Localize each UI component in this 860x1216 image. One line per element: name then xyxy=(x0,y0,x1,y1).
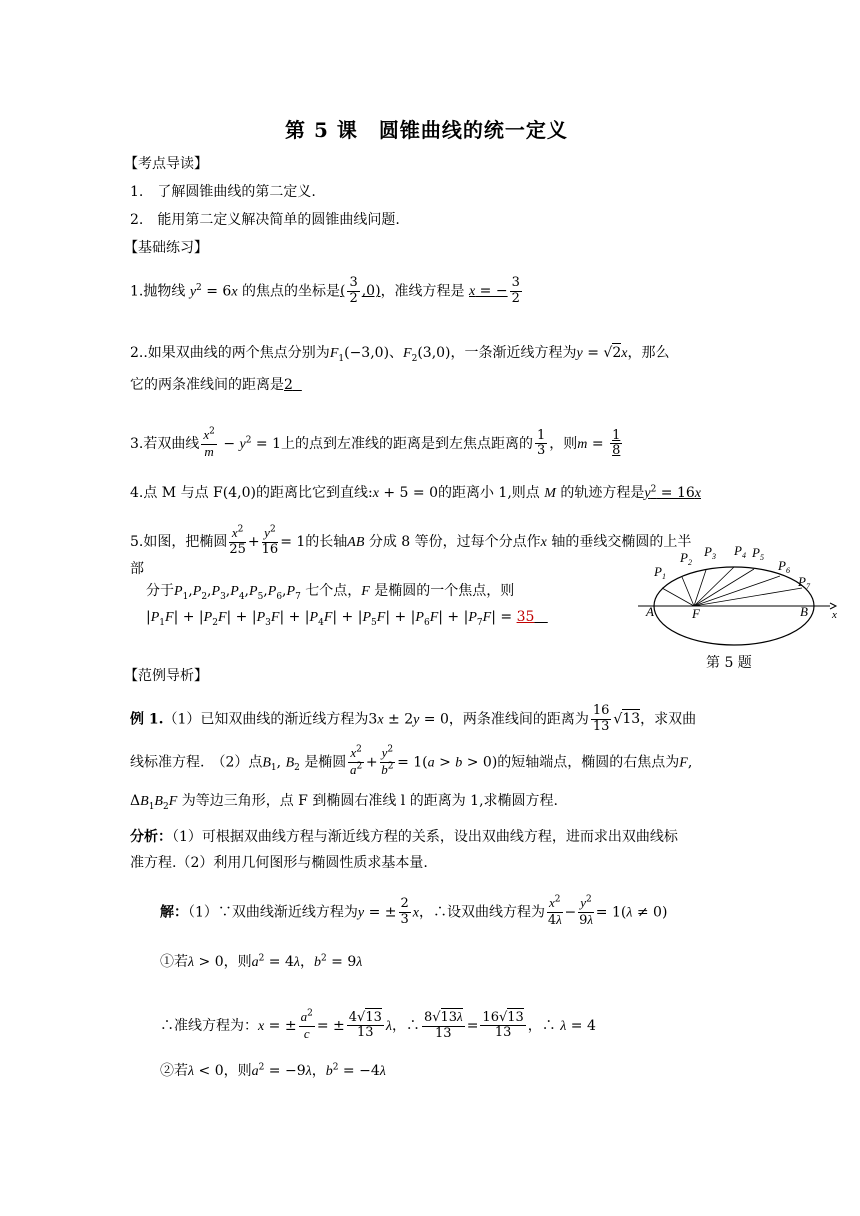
q2-answer: 2 xyxy=(284,377,293,393)
q4-text-b: 的距离比它到直线: xyxy=(255,485,373,501)
ex1-text-a: （1）已知双曲线的渐近线方程为 xyxy=(163,711,369,728)
question-1: 1.抛物线 $y^2 = 6x$ 的焦点的坐标是( $\frac{3}{2}$ ,0)，准线方程是 x = − $\frac{3}{2}$ xyxy=(130,275,520,306)
q3-prefix: 3.若双曲线 xyxy=(130,435,200,452)
ex1-text-b: ，两条准线间的距离为 xyxy=(448,711,589,728)
question-5-line1: 5.如图，把椭圆 $\frac{x^2}{25}$ + $\frac{y^2}{16}$ = 1的长轴AB 分成 8 等份，过每个分点作x 轴的垂线交椭圆的上半 xyxy=(130,524,692,557)
kaodian-item-1: 1. 了解圆锥曲线的第二定义. xyxy=(130,184,316,200)
q1-mid2: ，准线方程是 xyxy=(380,283,465,300)
q5-answer: 35 xyxy=(516,609,535,625)
solution-text-b: ，∴设双曲线方程为 xyxy=(419,904,546,921)
analysis-line2: 准方程.（2）利用几何图形与椭圆性质求基本量. xyxy=(130,855,428,871)
label-B: B xyxy=(800,604,808,619)
q5-text-a: 5.如图，把椭圆 xyxy=(130,533,228,550)
label-A: A xyxy=(646,604,654,619)
label-F: F xyxy=(692,606,700,621)
label-P1: $P_1$ xyxy=(654,564,666,581)
solution-case2-label: ②若 xyxy=(160,1063,188,1079)
q1-mid: 的焦点的坐标是 xyxy=(241,283,340,300)
q2-line2: 它的两条准线间的距离是 xyxy=(130,377,284,393)
question-2-line1: 2..如果双曲线的两个焦点分别为$F_1(-3,0)$、$F_2(3,0)$，一条渐近线方程为y = √2x，那么 xyxy=(130,345,670,364)
label-P2: $P_2$ xyxy=(680,550,692,567)
q3-mid2: ，则 xyxy=(549,435,578,452)
solution-directrix: ∴准线方程为：x = ± $\frac{a^2}{c}$ = ± $\frac{4√13}{13}$ λ，∴ $\frac{8√13\lambda}{13}$ = $\frac{16√13}{13}$ ，∴ λ = 4 xyxy=(160,1008,596,1041)
analysis-label: 分析： xyxy=(130,829,172,845)
q3-mid: 上的点到左准线的距离是到左焦点距离的 xyxy=(281,435,534,452)
ex1-text-line2a: 线标准方程. （2）点 xyxy=(130,754,263,771)
q2-text-b: ，一条渐近线方程为 xyxy=(450,345,577,361)
example-label: 例 1. xyxy=(130,711,164,728)
q4-text-c: 的距离小 1,则点 xyxy=(437,485,540,501)
figure-labels xyxy=(645,543,837,621)
solution-label: 解： xyxy=(160,904,188,921)
q1-dir-num: 3 xyxy=(511,275,520,290)
section-kaodian: 【考点导读】 xyxy=(124,156,208,172)
q5-text-line3c: 是椭圆的一个焦点，则 xyxy=(374,583,515,599)
analysis-line1 xyxy=(130,830,678,844)
q5-text-line3a: 分于 xyxy=(146,583,174,599)
question-4: 4.点 M 与点 F(4,0)的距离比它到直线:x + 5 = 0的距离小 1,则点 M 的轨迹方程是$y^2 = 16x$ xyxy=(130,484,701,501)
ellipse-figure xyxy=(636,538,840,656)
ex1-text-line2b: 是椭圆 xyxy=(304,754,347,771)
label-P7: $P_7$ xyxy=(798,574,810,591)
label-P6: $P_6$ xyxy=(778,558,790,575)
label-P4: $P_4$ xyxy=(734,543,746,560)
question-2-line2 xyxy=(130,378,302,392)
q1-dir-den: 2 xyxy=(511,290,520,306)
q3-answer-den: 8 xyxy=(612,443,621,459)
analysis-text-1: （1）可根据双曲线方程与渐近线方程的关系，设出双曲线方程，进而求出双曲线标 xyxy=(172,829,678,845)
q1-prefix: 1.抛物线 xyxy=(130,283,186,300)
q5-text-c: 分成 8 等份，过每个分点作 xyxy=(368,533,541,550)
solution-case2-then: ，则 xyxy=(223,1063,252,1079)
question-5-line4: $|P_1F| + |P_2F| + |P_3F| + |P_4F| + |P_5F| + |P_6F| + |P_7F| = 35$ xyxy=(146,609,535,628)
q2-text-c: ，那么 xyxy=(627,345,670,361)
question-5-line2: 部 xyxy=(130,561,144,577)
q4-text-d: 的轨迹方程是 xyxy=(560,485,645,501)
ex1-text-line2c: 的短轴端点，椭圆的右焦点为 xyxy=(497,754,680,771)
q3-answer-num: 1 xyxy=(612,427,621,443)
q5-text-d: 轴的垂线交椭圆的上半 xyxy=(551,533,692,550)
solution-line1: 解：（1）∵双曲线渐近线方程为y = ± $\frac{2}{3}$ x，∴设双曲线方程为 $\frac{x^2}{4\lambda}$ − $\frac{y^2}{9\lambda}$ = 1(λ ≠ 0) xyxy=(160,894,668,928)
q5-text-line3b: 七个点， xyxy=(305,583,362,599)
section-jichu: 【基础练习】 xyxy=(124,240,208,256)
solution-text-a: （1）∵双曲线渐近线方程为 xyxy=(188,904,358,921)
q1-focus-den: 2 xyxy=(349,290,358,306)
solution-case1-label: ①若 xyxy=(160,954,188,970)
question-5-line3: 分于$P_1,P_2,P_3,P_4,P_5,P_6,P_7$ 七个点，F 是椭圆的一个焦点，则 xyxy=(146,583,515,602)
kaodian-item-2: 2. 能用第二定义解决简单的圆锥曲线问题. xyxy=(130,212,400,228)
example-1-line3: $\Delta B_1B_2F$ 为等边三角形，点 F 到椭圆右准线 l 的距离为 1,求椭圆方程. xyxy=(130,793,558,812)
figure-caption: 第 5 题 xyxy=(706,655,752,671)
example-1-line1: 例 1.（1）已知双曲线的渐近线方程为3x ± 2y = 0，两条准线间的距离为 $\frac{16}{13}$ √13，求双曲 xyxy=(130,703,697,734)
question-3: 3.若双曲线 $\frac{x^2}{m}$ − $y^2 = 1$上的点到左准线的距离是到左焦点距离的 $\frac{1}{3}$ ，则m = $\frac{1}{8}$ xyxy=(130,426,621,459)
solution-dir-label: ∴准线方程为： xyxy=(160,1017,258,1034)
ex1-text-c: ，求双曲 xyxy=(640,711,697,728)
q2-text-a: 2..如果双曲线的两个焦点分别为 xyxy=(130,345,330,361)
page-title: 第 5 课 圆锥曲线的统一定义 xyxy=(285,118,568,142)
q1-focus-num: 3 xyxy=(349,275,358,290)
section-fanli: 【范例导析】 xyxy=(124,668,208,684)
q4-text-a: 4.点 M 与点 F xyxy=(130,485,223,501)
label-P5: $P_5$ xyxy=(752,545,764,562)
ex1-text-line3: 为等边三角形，点 F 到椭圆右准线 l 的距离为 1,求椭圆方程. xyxy=(181,793,558,809)
label-P3: $P_3$ xyxy=(704,544,716,561)
q5-text-b: 的长轴 xyxy=(305,533,348,550)
solution-case1: ①若λ > 0，则$a^2 = 4\lambda$，$b^2 = 9\lambda$ xyxy=(160,953,363,970)
label-x: x xyxy=(832,609,837,621)
solution-case2: ②若λ < 0，则$a^2 = -9\lambda$，$b^2 = -4\lambda$ xyxy=(160,1062,386,1079)
solution-case1-then: ，则 xyxy=(223,954,252,970)
example-1-line2: 线标准方程. （2）点$B_1$, $B_2$ 是椭圆 $\frac{x^2}{a^2}$ + $\frac{y^2}{b^2}$ = 1(a > b > 0)的短轴端点，椭圆的右焦点为F, xyxy=(130,744,693,777)
